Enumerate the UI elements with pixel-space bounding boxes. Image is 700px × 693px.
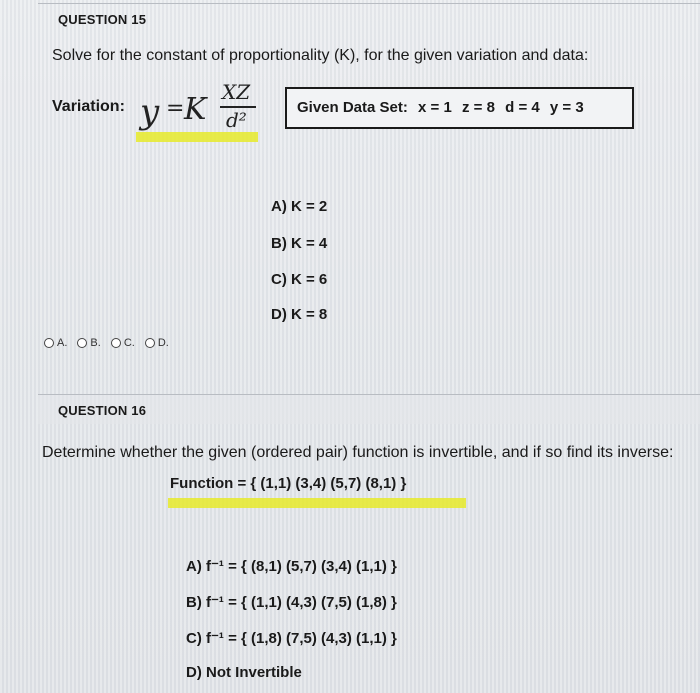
given-d: d = 4 [505,99,540,116]
radio-d[interactable] [145,337,169,349]
radio-a-label: A. [57,337,68,349]
question-15-body [0,40,700,380]
formula-equals: = [166,96,185,121]
q15-option-d: D) K = 8 [271,306,328,323]
formula-y: y [140,92,160,132]
variation-label: Variation: [52,98,125,115]
question-16-body [0,432,700,693]
q15-answer-radios [44,337,169,349]
q16-option-c: C) f⁻¹ = { (1,8) (7,5) (4,3) (1,1) } [186,630,397,647]
given-y: y = 3 [549,99,584,116]
given-x: x = 1 [418,99,452,116]
radio-a[interactable] [44,337,67,349]
radio-d-circle[interactable] [145,338,155,348]
given-data-box [285,87,634,129]
radio-c-circle[interactable] [111,338,121,348]
q15-option-c: C) K = 6 [271,271,328,288]
q16-option-a: A) f⁻¹ = { (8,1) (5,7) (3,4) (1,1) } [186,558,397,575]
handwritten-variation-formula [140,80,260,142]
radio-d-label: D. [157,337,169,349]
function-highlight [168,498,466,508]
radio-c[interactable] [111,337,135,349]
q16-option-b: B) f⁻¹ = { (1,1) (4,3) (7,5) (1,8) } [186,594,397,611]
q15-option-b: B) K = 4 [271,235,328,252]
question-15-title: QUESTION 15 [58,12,147,27]
radio-b[interactable] [77,337,100,349]
function-definition: Function = { (1,1) (3,4) (5,7) (8,1) } [170,475,407,492]
q16-option-d: D) Not Invertible [186,664,302,681]
formula-denominator: d² [226,108,247,132]
radio-a-circle[interactable] [44,338,54,348]
given-data-label: Given Data Set: [297,99,408,116]
radio-b-label: B. [90,337,101,349]
radio-c-label: C. [123,337,135,349]
formula-numerator: XZ [222,80,251,104]
formula-k: K [184,92,207,127]
question-15-header [38,3,700,33]
given-z: z = 8 [462,99,495,116]
radio-b-circle[interactable] [77,338,87,348]
question-16-title: QUESTION 16 [58,403,147,418]
q15-option-a: A) K = 2 [271,198,328,215]
question-16-prompt: Determine whether the given (ordered pair) function is invertible, and if so find its inverse: [42,444,674,461]
question-16-header [38,394,700,424]
question-15-prompt: Solve for the constant of proportionality (K), for the given variation and data: [52,47,589,64]
